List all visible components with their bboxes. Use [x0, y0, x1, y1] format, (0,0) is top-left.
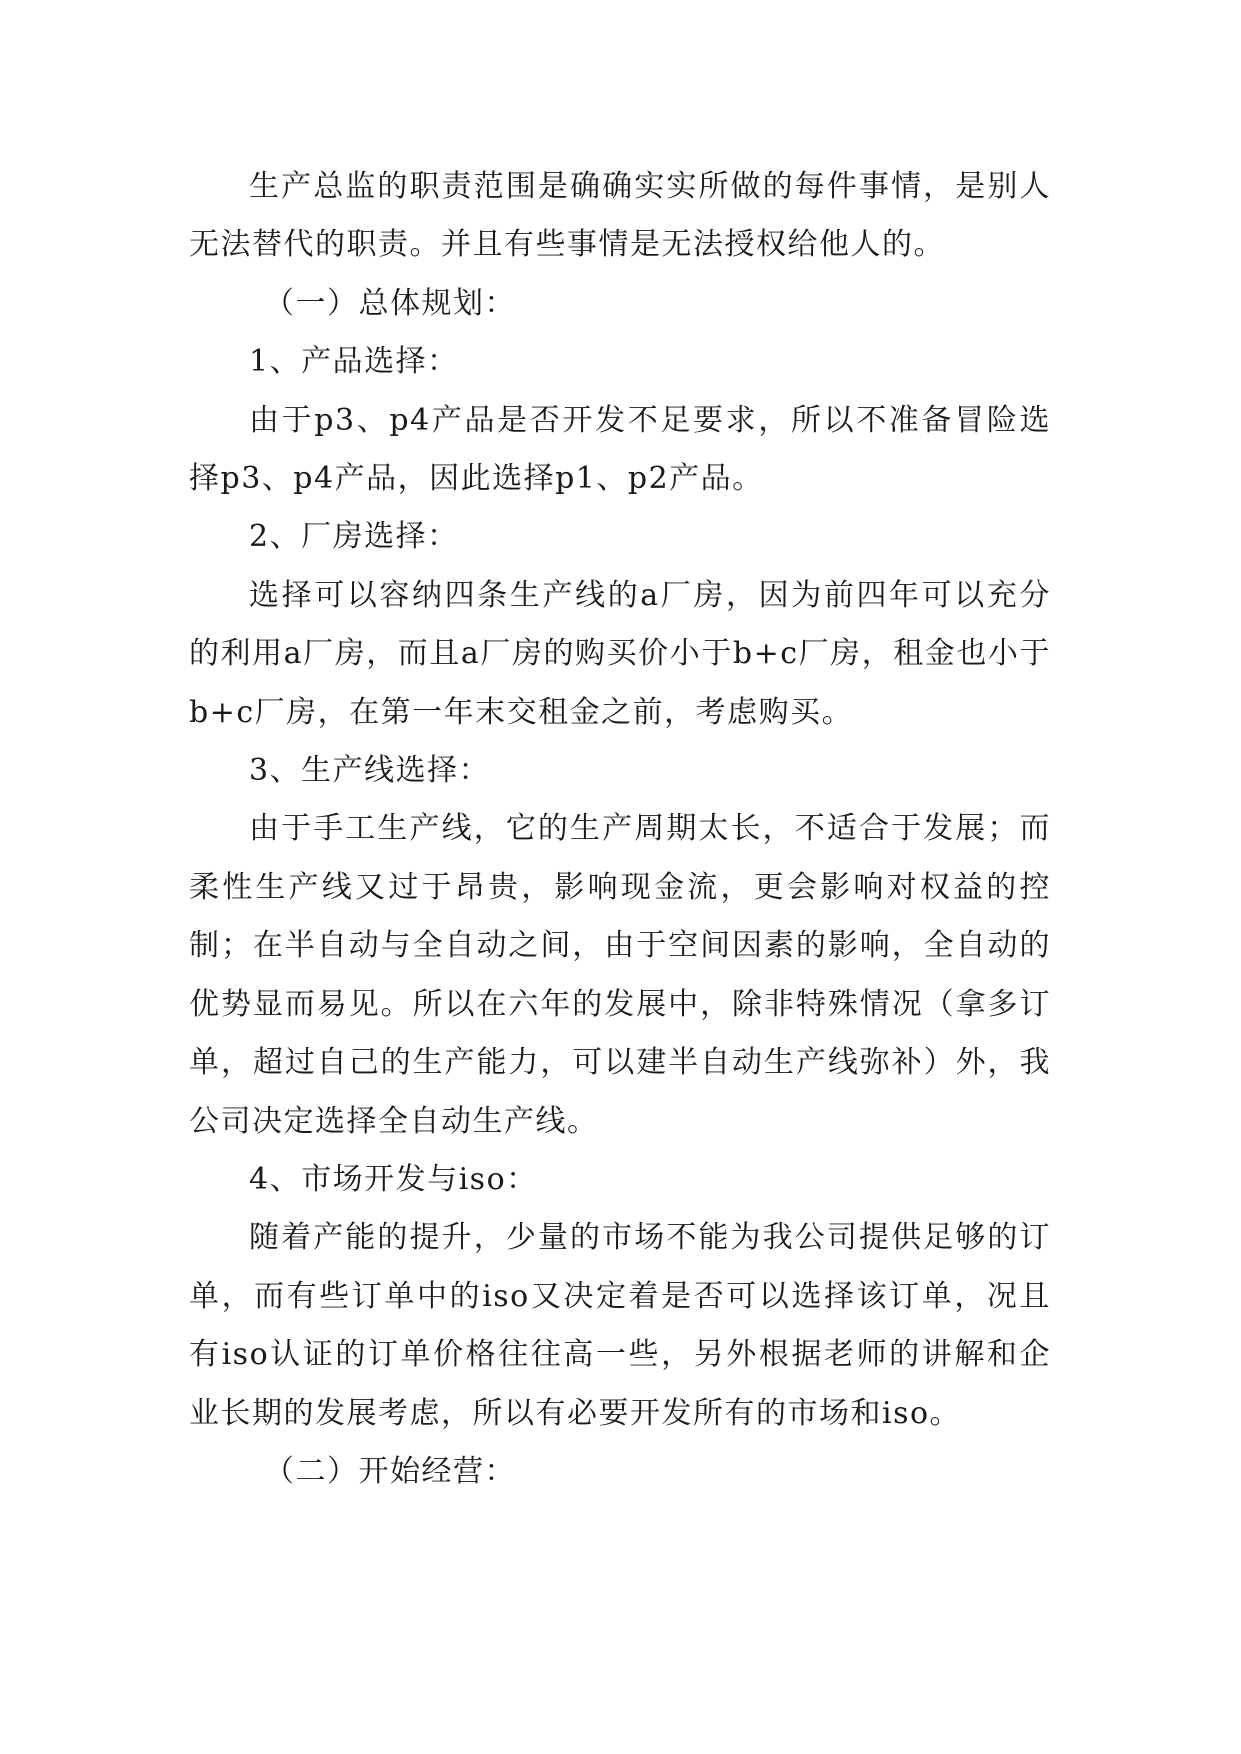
- heading-market-iso: 4、市场开发与iso：: [249, 1161, 538, 1197]
- paragraph-plant-selection: 选择可以容纳四条生产线的a厂房，因为前四年可以充分的利用a厂房，而且a厂房的购买价小于b+c厂房，租金也小于b+c厂房，在第一年末交租金之前，考虑购买。: [189, 577, 1051, 730]
- heading-plant-selection: 2、厂房选择：: [249, 519, 459, 555]
- heading-production-line-selection: 3、生产线选择：: [249, 753, 491, 789]
- paragraph-production-line-selection: 由于手工生产线，它的生产周期太长，不适合于发展；而柔性生产线又过于昂贵，影响现金流，更会影响对权益的控制；在半自动与全自动之间，由于空间因素的影响，全自动的优势显而易见。所以在六年的发展中，除非特殊情况（拿多订单，超过自己的生产能力，可以建半自动生产线弥补）外，我公司决定选择全自动生产线。: [189, 811, 1051, 1139]
- document-body: [189, 158, 1051, 1501]
- paragraph-market-iso: 随着产能的提升，少量的市场不能为我公司提供足够的订单，而有些订单中的iso又决定着是否可以选择该订单，况且有iso认证的订单价格往往高一些，另外根据老师的讲解和企业长期的发展考虑，所以有必要开发所有的市场和iso。: [189, 1220, 1051, 1431]
- paragraph-intro: 生产总监的职责范围是确确实实所做的每件事情，是别人无法替代的职责。并且有些事情是无法授权给他人的。: [189, 169, 1051, 263]
- section-heading-start-operation: （二）开始经营：: [264, 1453, 516, 1489]
- heading-product-selection: 1、产品选择：: [249, 344, 459, 380]
- paragraph-product-selection: 由于p3、p4产品是否开发不足要求，所以不准备冒险选择p3、p4产品，因此选择p1、p2产品。: [189, 402, 1051, 497]
- section-heading-overall-plan: （一）总体规划：: [264, 285, 516, 321]
